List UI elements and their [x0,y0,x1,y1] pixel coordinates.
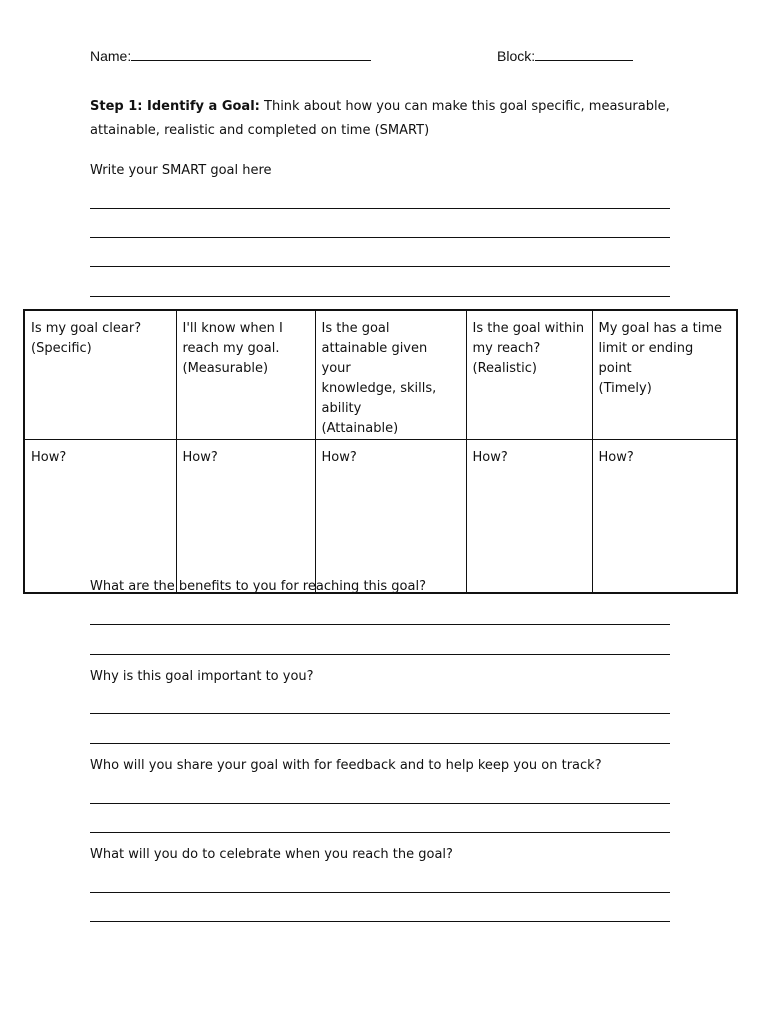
answer-line-feedback-2[interactable] [90,832,670,833]
step1-text-line2: attainable, realistic and completed on time (SMART) [90,123,430,138]
question-celebrate: What will you do to celebrate when you reach the goal? [90,847,453,862]
header-specific: Is my goal clear? (Specific) [24,310,176,440]
answer-line-benefits-1[interactable] [90,624,670,625]
how-cell-timely[interactable]: How? [592,440,737,594]
block-label: Block: [497,48,536,64]
how-cell-measurable[interactable]: How? [176,440,315,594]
name-blank[interactable] [131,46,371,61]
how-cell-specific[interactable]: How? [24,440,176,594]
name-label: Name: [90,48,132,64]
answer-line-benefits-2[interactable] [90,654,670,655]
block-blank[interactable] [535,46,633,61]
answer-line-importance-2[interactable] [90,743,670,744]
question-benefits: What are the benefits to you for reaching this goal? [90,579,426,594]
goal-line-4[interactable] [90,296,670,297]
step1-instructions [90,95,690,143]
smart-table [23,309,738,594]
goal-line-3[interactable] [90,266,670,267]
header-attainable: Is the goal attainable given your knowledge, skills, ability (Attainable) [315,310,466,440]
how-cell-attainable[interactable]: How? [315,440,466,594]
header-timely: My goal has a time limit or ending point (Timely) [592,310,737,440]
smart-how-row [24,440,737,594]
how-cell-realistic[interactable]: How? [466,440,592,594]
name-field[interactable] [90,46,371,64]
answer-line-celebrate-1[interactable] [90,892,670,893]
answer-line-celebrate-2[interactable] [90,921,670,922]
question-importance: Why is this goal important to you? [90,669,314,684]
block-field[interactable] [497,46,633,64]
header-measurable: I'll know when I reach my goal. (Measurable) [176,310,315,440]
goal-line-1[interactable] [90,208,670,209]
answer-line-feedback-1[interactable] [90,803,670,804]
write-goal-prompt: Write your SMART goal here [90,163,272,178]
step1-heading: Step 1: Identify a Goal: [90,99,260,114]
smart-header-row [24,310,737,440]
question-feedback: Who will you share your goal with for feedback and to help keep you on track? [90,758,602,773]
step1-text-line1: Think about how you can make this goal specific, measurable, [264,99,670,114]
header-realistic: Is the goal within my reach? (Realistic) [466,310,592,440]
goal-line-2[interactable] [90,237,670,238]
answer-line-importance-1[interactable] [90,713,670,714]
